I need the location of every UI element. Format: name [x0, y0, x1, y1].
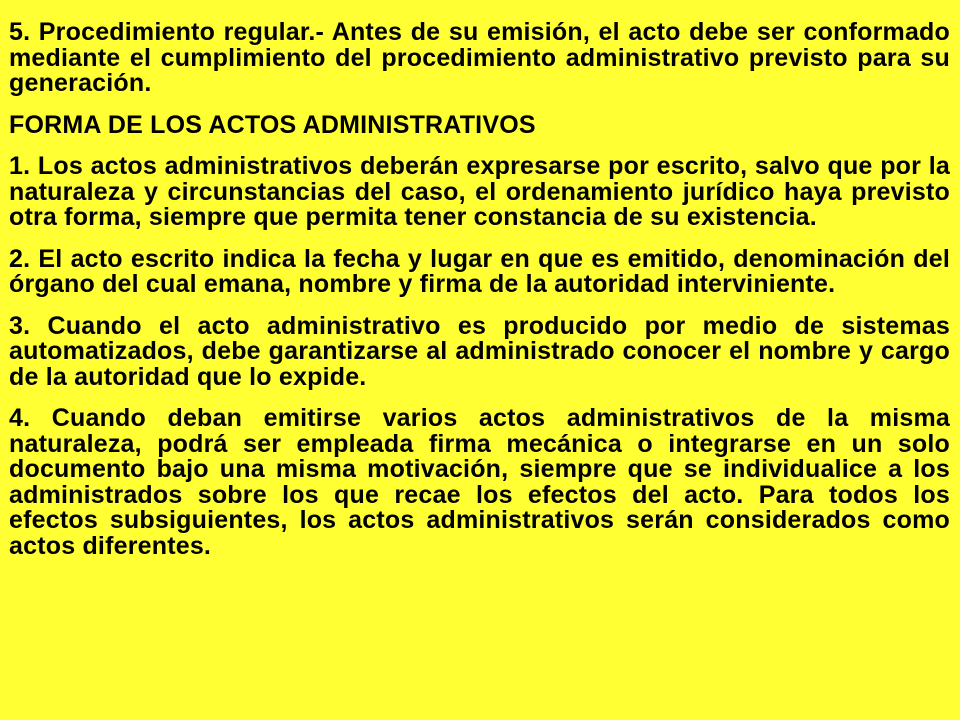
paragraph-item-3: 3. Cuando el acto administrativo es producido por medio de sistemas automatizados, debe garantizarse al administrado conocer el nombre y cargo de la autoridad que lo expide. — [9, 311, 950, 391]
paragraph-item-1: 1. Los actos administrativos deberán expresarse por escrito, salvo que por la naturaleza y circunstancias del caso, el ordenamiento jurídico haya previsto otra forma, siempre que permita tener constancia de su existencia. — [9, 152, 950, 231]
section-heading: FORMA DE LOS ACTOS ADMINISTRATIVOS — [9, 110, 536, 139]
paragraph-procedimiento-regular: 5. Procedimiento regular.- Antes de su emisión, el acto debe ser conformado mediante el cumplimiento del procedimiento administrativo previsto para su generación. — [9, 18, 950, 97]
paragraph-item-4: 4. Cuando deban emitirse varios actos administrativos de la misma naturaleza, podrá ser empleada firma mecánica o integrarse en un solo documento bajo una misma motivación, siempre que se individualice a los administrados sobre los que recae los efectos del acto. Para todos los efectos subsiguientes, los actos administrativos serán considerados como actos diferentes. — [9, 404, 950, 560]
paragraph-item-2: 2. El acto escrito indica la fecha y lugar en que es emitido, denominación del órgano del cual emana, nombre y firma de la autoridad interviniente. — [9, 244, 950, 298]
